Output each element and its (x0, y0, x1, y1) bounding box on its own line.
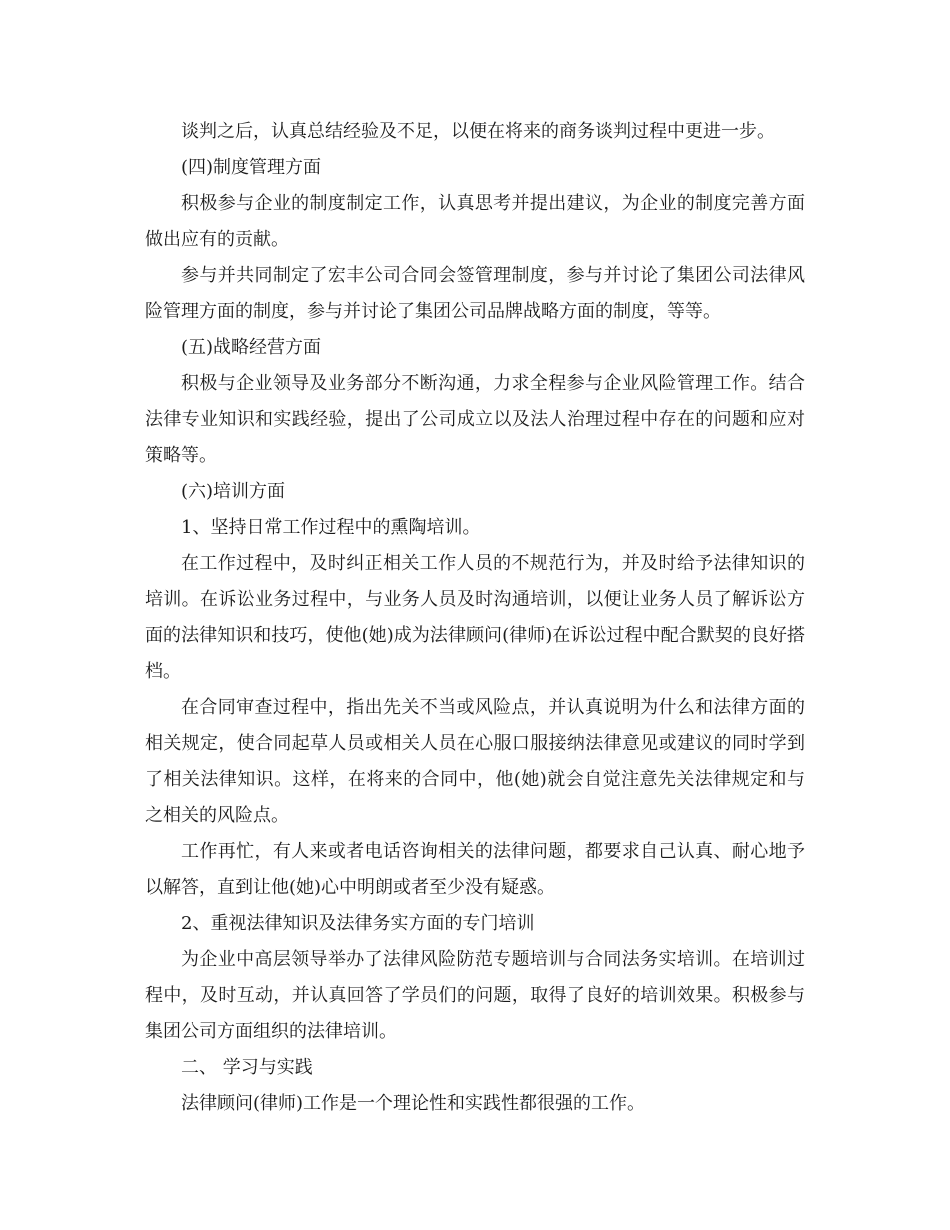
paragraph: 为企业中高层领导举办了法律风险防范专题培训与合同法务实培训。在培训过程中，及时互动，并认真回答了学员们的问题，取得了良好的培训效果。积极参与集团公司方面组织的法律培训。 (145, 949, 805, 1042)
paragraph: 参与并共同制定了宏丰公司合同会签管理制度，参与并讨论了集团公司法律风险管理方面的制度，参与并讨论了集团公司品牌战略方面的制度，等等。 (145, 265, 805, 322)
section-heading: 二、 学习与实践 (181, 1057, 313, 1078)
paragraph: 在合同审查过程中，指出先关不当或风险点，并认真说明为什么和法律方面的相关规定，使合同起草人员或相关人员在心服口服接纳法律意见或建议的同时学到了相关法律知识。这样，在将来的合同中，他(她)就会自觉注意先关法律规定和与之相关的风险点。 (145, 697, 805, 826)
paragraph: 工作再忙，有人来或者电话咨询相关的法律问题，都要求自己认真、耐心地予以解答，直到让他(她)心中明朗或者至少没有疑惑。 (145, 841, 805, 898)
section-heading: (五)战略经营方面 (181, 337, 322, 358)
paragraph: 积极参与企业的制度制定工作，认真思考并提出建议，为企业的制度完善方面做出应有的贡献。 (145, 193, 805, 250)
section-heading: (六)培训方面 (181, 481, 286, 502)
subsection-heading: 2、重视法律知识及法律务实方面的专门培训 (181, 913, 535, 934)
subsection-heading: 1、坚持日常工作过程中的熏陶培训。 (181, 517, 481, 538)
section-heading: (四)制度管理方面 (181, 157, 322, 178)
document-body (145, 114, 805, 1122)
paragraph: 谈判之后，认真总结经验及不足，以便在将来的商务谈判过程中更进一步。 (181, 121, 775, 142)
paragraph: 法律顾问(律师)工作是一个理论性和实践性都很强的工作。 (181, 1093, 646, 1114)
paragraph: 积极与企业领导及业务部分不断沟通，力求全程参与企业风险管理工作。结合法律专业知识和实践经验，提出了公司成立以及法人治理过程中存在的问题和应对策略等。 (145, 373, 805, 466)
paragraph: 在工作过程中，及时纠正相关工作人员的不规范行为，并及时给予法律知识的培训。在诉讼业务过程中，与业务人员及时沟通培训，以便让业务人员了解诉讼方面的法律知识和技巧，使他(她)成为法律顾问(律师)在诉讼过程中配合默契的良好搭档。 (145, 553, 805, 682)
